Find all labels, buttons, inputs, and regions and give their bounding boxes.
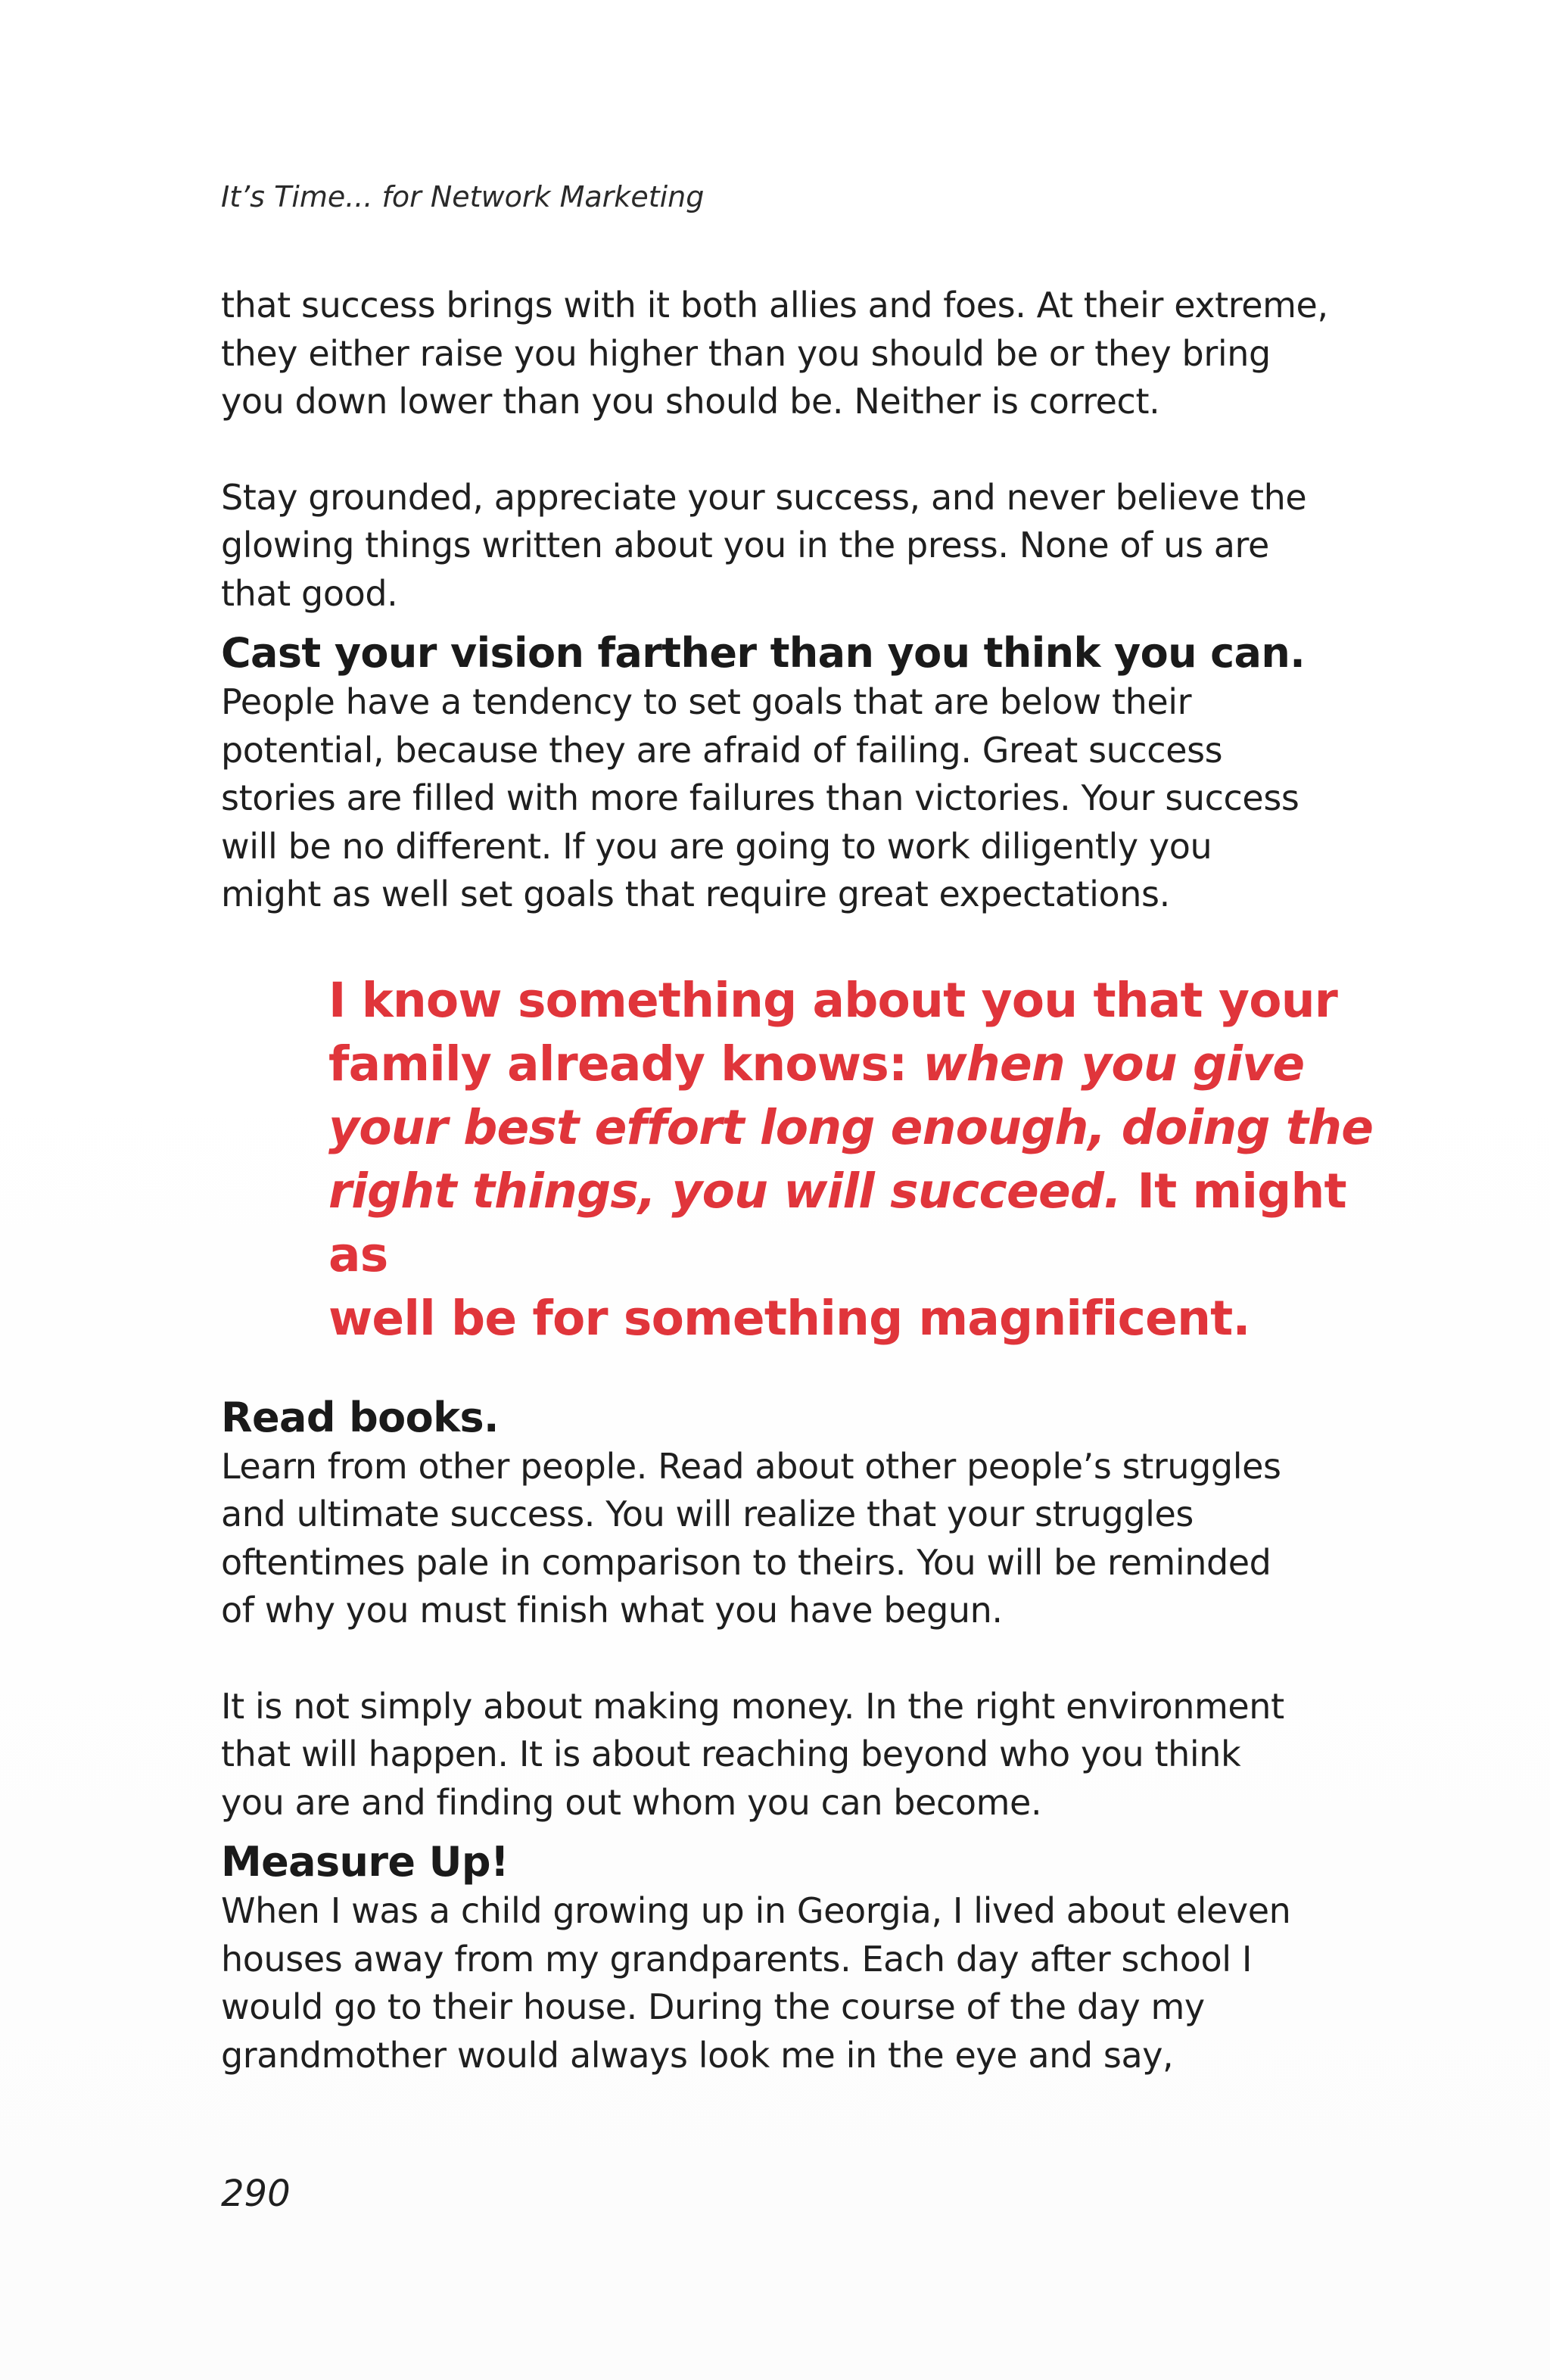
text-line: grandmother would always look me in the eye and say, (221, 2034, 1174, 2076)
text-line: People have a tendency to set goals that are below their (221, 681, 1192, 722)
quote-line: I know something about you that your (328, 972, 1338, 1028)
text-line: potential, because they are afraid of failing. Great success (221, 729, 1223, 771)
text-line: Stay grounded, appreciate your success, and never believe the (221, 476, 1307, 518)
text-line: houses away from my grandparents. Each day after school I (221, 1938, 1252, 1980)
text-line: glowing things written about you in the press. None of us are (221, 525, 1269, 565)
text-line: that success brings with it both allies and foes. At their extreme, (221, 285, 1328, 326)
text-line: might as well set goals that require great expectations. (221, 874, 1170, 914)
section-heading: Cast your vision farther than you think you can. (221, 629, 1306, 677)
paragraph (221, 1683, 1341, 1827)
quote-line: well be for something magnificent. (328, 1290, 1250, 1346)
text-line: will be no different. If you are going to work diligently you (221, 825, 1212, 867)
quote-emphasis: your best effort long enough, doing the (328, 1099, 1374, 1155)
text-line: would go to their house. During the course of the day my (221, 1986, 1205, 2027)
text-line: and ultimate success. You will realize that your struggles (221, 1494, 1194, 1534)
pull-quote (221, 969, 1388, 1350)
paragraph (221, 1443, 1341, 1635)
text-line: they either raise you higher than you should be or they bring (221, 332, 1271, 374)
text-line: that will happen. It is about reaching beyond who you think (221, 1734, 1241, 1774)
section-heading: Measure Up! (221, 1838, 509, 1886)
quote-line: family already knows: (328, 1036, 923, 1092)
paragraph (221, 1887, 1341, 2079)
text-line: of why you must finish what you have begun. (221, 1590, 1003, 1631)
page-number: 290 (221, 2173, 291, 2215)
paragraph (221, 678, 1341, 919)
quote-emphasis: right things, you will succeed. (328, 1163, 1122, 1219)
text-line: that good. (221, 572, 398, 614)
paragraph (221, 474, 1341, 618)
text-line: When I was a child growing up in Georgia, I lived about eleven (221, 1890, 1291, 1931)
text-line: you are and finding out whom you can become. (221, 1781, 1042, 1823)
page-body (221, 282, 1374, 2079)
text-line: Learn from other people. Read about other people’s struggles (221, 1445, 1281, 1487)
section-heading: Read books. (221, 1393, 499, 1441)
paragraph (221, 282, 1341, 426)
quote-line: It might as (328, 1163, 1346, 1282)
text-line: stories are filled with more failures than victories. Your success (221, 777, 1299, 818)
text-line: you down lower than you should be. Neither is correct. (221, 381, 1160, 422)
quote-emphasis: when you give (923, 1036, 1305, 1092)
running-head: It’s Time... for Network Marketing (221, 180, 705, 213)
text-line: It is not simply about making money. In the right environment (221, 1685, 1284, 1727)
text-line: oftentimes pale in comparison to theirs. You will be reminded (221, 1541, 1271, 1583)
